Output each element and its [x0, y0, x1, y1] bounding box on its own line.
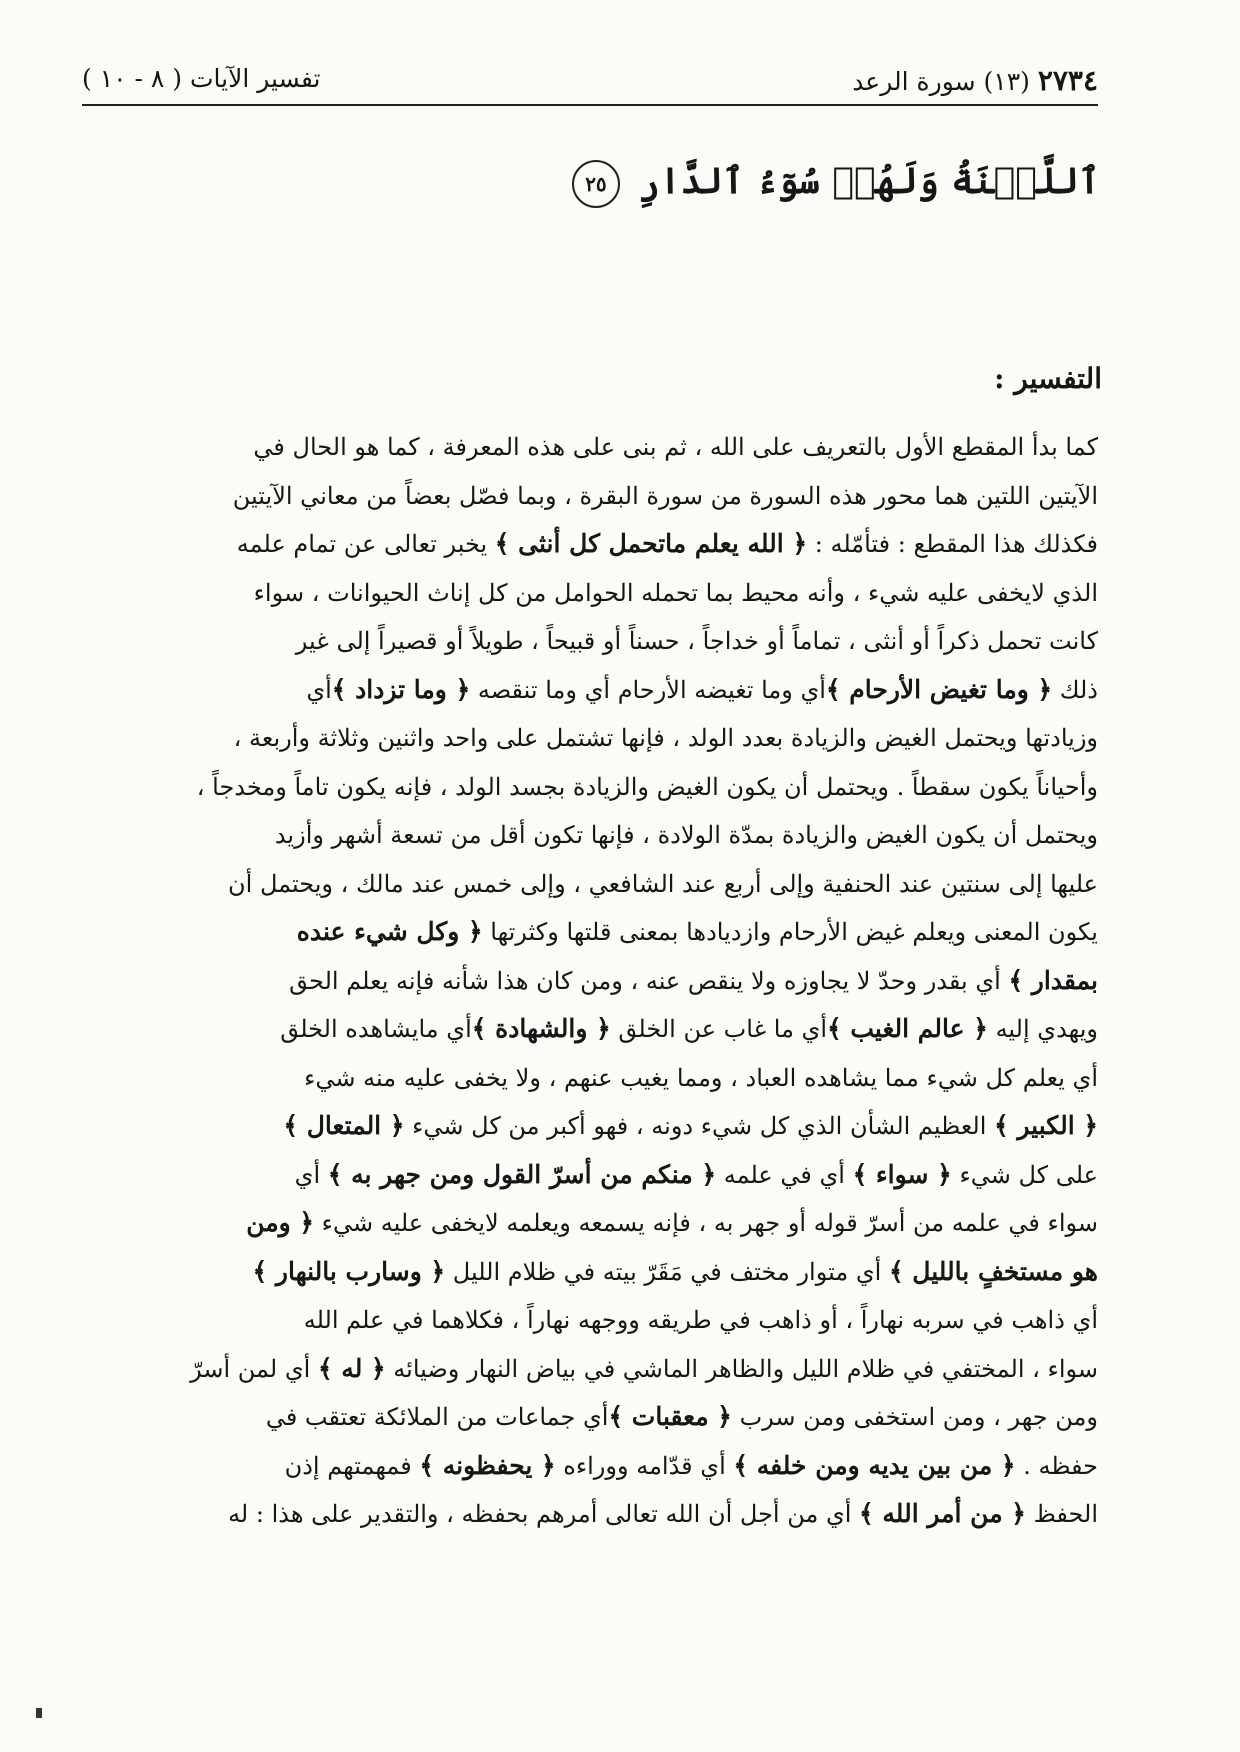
verse-number-marker: ٢٥ [572, 160, 620, 208]
body-line: ذلك ﴿ وما تغيض الأرحام ﴾أي وما تغيضه الأرحام أي وما تنقصه ﴿ وما تزداد ﴾أي [306, 674, 1098, 704]
body-line: حفظه . ﴿ من بين يديه ومن خلفه ﴾ أي قدّامه ووراءه ﴿ يحفظونه ﴾ فمهمتهم إذن [284, 1450, 1098, 1480]
body-line: سواء ، المختفي في ظلام الليل والظاهر الماشي في بياض النهار وضيائه ﴿ له ﴾ أي لمن أسرّ [190, 1353, 1098, 1383]
running-header [82, 58, 1098, 102]
body-line: فكذلك هذا المقطع : فتأمّله : ﴿ الله يعلم ماتحمل كل أنثى ﴾ يخبر تعالى عن تمام علمه [236, 529, 1098, 558]
body-line: هو مستخفٍ بالليل ﴾ أي متوار مختف في مَقَرّ بيته في ظلام الليل ﴿ وسارب بالنهار ﴾ [252, 1256, 1098, 1286]
body-line: أي يعلم كل شيء مما يشاهده العباد ، ومما يغيب عنهم ، ولا يخفى عليه منه شيء [304, 1063, 1098, 1092]
body-line: الحفظ ﴿ من أمر الله ﴾ أي من أجل أن الله تعالى أمرهم بحفظه ، والتقدير على هذا : له [228, 1499, 1098, 1528]
section-range: تفسير الآيات ( ٨ - ١٠ ) [82, 64, 321, 93]
body-line: ومن جهر ، ومن استخفى ومن سرب ﴿ معقبات ﴾أي جماعات من الملائكة تعتقب في [265, 1402, 1098, 1431]
page-edge-mark [36, 1708, 42, 1718]
body-line: الآيتين اللتين هما محور هذه السورة من سورة البقرة ، وبما فصّل بعضاً من معاني الآيتين [232, 481, 1098, 510]
verse-text: ٱللَّعۡنَةُ وَلَهُمۡ سُوٓءُ ٱلدَّارِ [638, 160, 1100, 202]
header-rule [82, 104, 1098, 106]
body-line: وأحياناً يكون سقطاً . ويحتمل أن يكون الغيض والزيادة بجسد الولد ، فإنه يكون تاماً ومخدجاً ، [196, 772, 1098, 801]
surah-title: (١٣) سورة الرعد [852, 67, 1030, 96]
body-line: أي ذاهب في سربه نهاراً ، أو ذاهب في طريقه ووجهه نهاراً ، فكلاهما في علم الله [303, 1306, 1098, 1334]
body-line: ﴿ الكبير ﴾ العظيم الشأن الذي كل شيء دونه ، فهو أكبر من كل شيء ﴿ المتعال ﴾ [283, 1111, 1098, 1140]
body-line: وزيادتها ويحتمل الغيض والزيادة بعدد الولد ، فإنها تشتمل على واحد واثنين وثلاثة وأربعة ، [233, 724, 1098, 752]
body-line: يكون المعنى ويعلم غيض الأرحام وازديادها بمعنى قلتها وكثرتها ﴿ وكل شيء عنده [296, 917, 1098, 946]
body-line: كما بدأ المقطع الأول بالتعريف على الله ، ثم بنى على هذه المعرفة ، كما هو الحال في [253, 433, 1098, 461]
body-line: عليها إلى سنتين عند الحنفية وإلى أربع عند الشافعي ، وإلى خمس عند مالك ، ويحتمل أن [228, 869, 1098, 898]
quran-verse [572, 160, 1100, 208]
body-line: ويهدي إليه ﴿ عالم الغيب ﴾أي ما غاب عن الخلق ﴿ والشهادة ﴾أي مايشاهده الخلق [280, 1014, 1098, 1043]
body-line: الذي لايخفى عليه شيء ، وأنه محيط بما تحمله الحوامل من كل إناث الحيوانات ، سواء [253, 578, 1098, 607]
body-line: على كل شيء ﴿ سواء ﴾ أي في علمه ﴿ منكم من أسرّ القول ومن جهر به ﴾ أي [294, 1159, 1098, 1189]
body-line: سواء في علمه من أسرّ قوله أو جهر به ، فإنه يسمعه ويعلمه لايخفى عليه شيء ﴿ ومن [246, 1208, 1098, 1237]
body-line: ويحتمل أن يكون الغيض والزيادة بمدّة الولادة ، فإنها تكون أقل من تسعة أشهر وأزيد [274, 821, 1098, 849]
body-line: بمقدار ﴾ أي بقدر وحدّ لا يجاوزه ولا ينقص عنه ، ومن كان هذا شأنه فإنه يعلم الحق [289, 965, 1098, 995]
section-heading: التفسير : [994, 362, 1102, 395]
page-number: ٢٧٣٤ [1037, 64, 1098, 97]
body-line: كانت تحمل ذكراً أو أنثى ، تماماً أو خداجاً ، حسناً أو قبيحاً ، طويلاً أو قصيراً إلى غير [295, 627, 1098, 655]
tafsir-body [84, 423, 1098, 1539]
header-page-surah [852, 64, 1098, 97]
